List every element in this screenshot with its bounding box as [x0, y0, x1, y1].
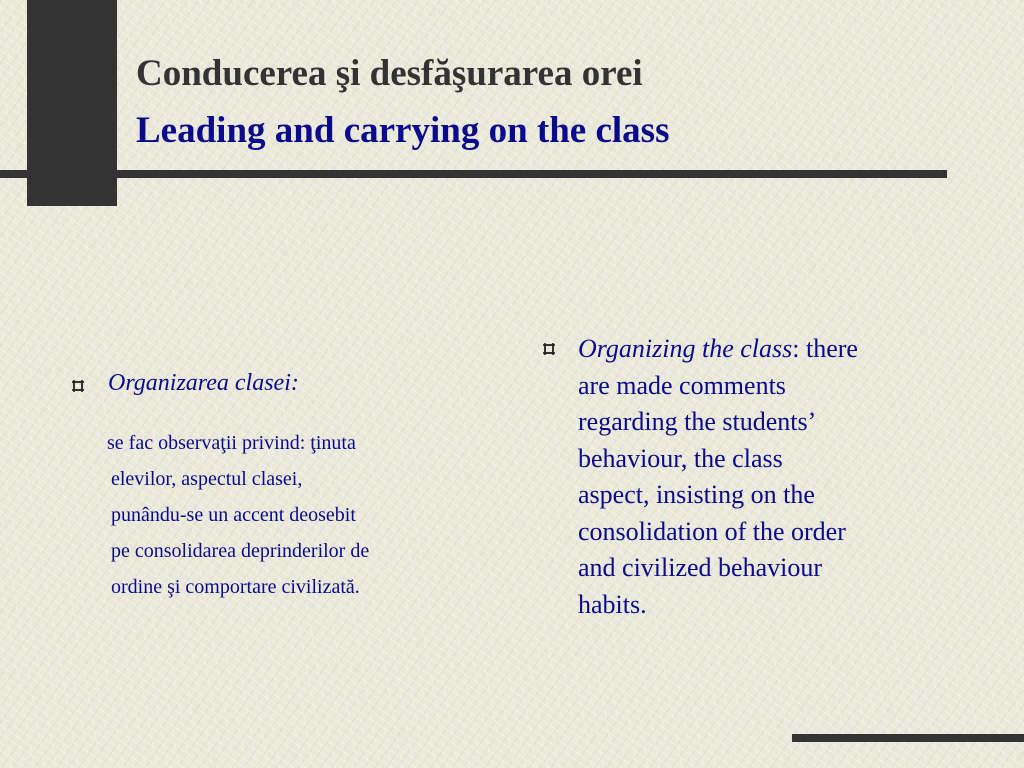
right-body-first-line	[578, 331, 978, 368]
right-body-line: aspect, insisting on the	[578, 480, 815, 509]
square-hash-bullet-icon	[543, 343, 555, 355]
right-body-line: are made comments	[578, 370, 786, 400]
right-body-line: habits.	[578, 589, 647, 619]
square-hash-bullet-icon	[72, 380, 84, 392]
left-body-line: elevilor, aspectul clasei,	[111, 468, 303, 490]
left-body-line: ordine şi comportare civilizată.	[111, 576, 360, 598]
right-body-line: regarding the students’	[578, 407, 817, 436]
left-body-line: se fac observaţii privind: ţinuta	[107, 432, 356, 454]
left-body-line: punându-se un accent deosebit	[111, 504, 356, 526]
slide-title-romanian: Conducerea şi desfăşurarea orei	[136, 53, 643, 94]
right-bullet-term: Organizing the class	[578, 334, 793, 363]
right-body-line: behaviour, the class	[578, 443, 783, 473]
left-bullet-heading: Organizarea clasei:	[108, 370, 299, 396]
right-body-line: consolidation of the order	[578, 516, 846, 546]
right-bullet-body	[578, 331, 978, 623]
right-first-line-rest: : there	[792, 334, 858, 363]
slide-title-english: Leading and carrying on the class	[136, 110, 670, 151]
left-body-line: pe consolidarea deprinderilor de	[111, 540, 370, 562]
left-bullet-body	[107, 425, 499, 605]
footer-divider	[792, 734, 1024, 742]
right-body-line: and civilized behaviour	[578, 553, 823, 582]
title-divider	[0, 170, 947, 178]
